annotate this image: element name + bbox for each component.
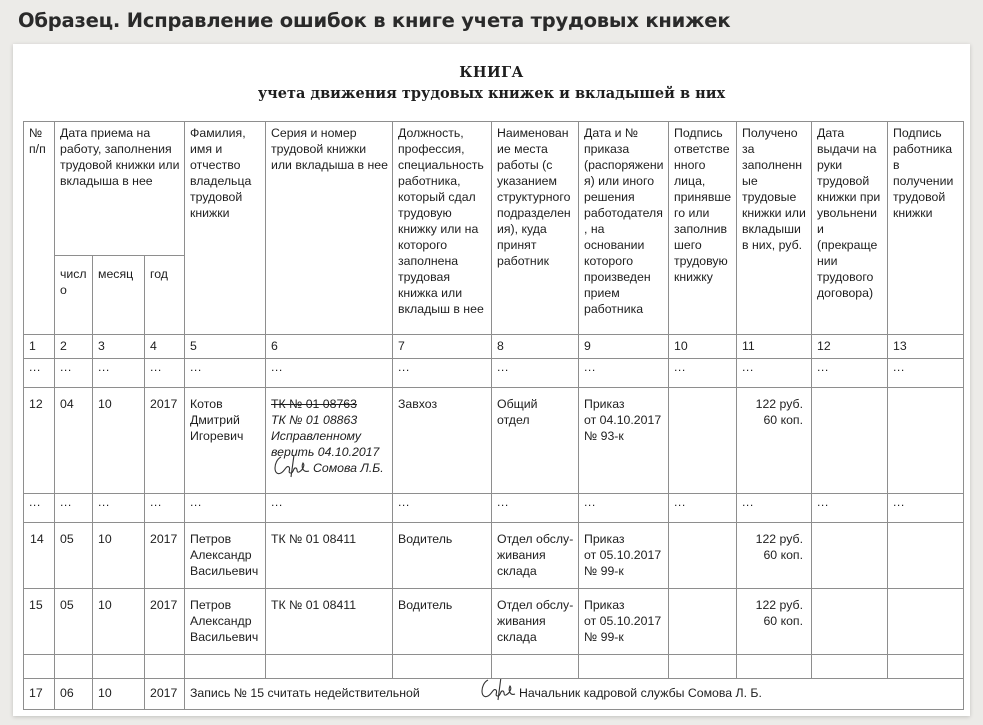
cell-year: 2017: [145, 589, 185, 655]
ellipsis-row: [24, 359, 964, 388]
place-line: склада: [497, 630, 537, 644]
cell-position: Водитель: [393, 523, 492, 589]
ellipsis-cell: ...: [737, 359, 812, 388]
column-number: 10: [669, 335, 737, 359]
header-year: год: [145, 256, 185, 335]
column-number: 9: [579, 335, 669, 359]
blank-cell: [185, 655, 266, 679]
book-title: КНИГА: [459, 64, 524, 81]
cell-month: 10: [93, 523, 145, 589]
cell-month: 10: [93, 388, 145, 494]
name-line: Александр: [190, 614, 252, 628]
ellipsis-cell: ...: [145, 494, 185, 523]
cell-order: [579, 388, 669, 494]
table-row-12: [24, 388, 964, 494]
column-number: 13: [888, 335, 964, 359]
ledger-table: [23, 121, 964, 710]
cell-book-number-corrected: [266, 388, 393, 494]
ellipsis-cell: ...: [24, 359, 55, 388]
cell-no: 17: [24, 679, 55, 710]
place-line: живания: [497, 614, 546, 628]
cell-year: 2017: [145, 388, 185, 494]
cell-order: [579, 523, 669, 589]
ellipsis-cell: ...: [492, 494, 579, 523]
ellipsis-row: [24, 494, 964, 523]
table-row-14: [24, 523, 964, 589]
ellipsis-cell: ...: [888, 359, 964, 388]
place-line: отдел: [497, 413, 530, 427]
name-line: Петров: [190, 532, 232, 546]
cell-no: 12: [24, 388, 55, 494]
correction-note: Исправленному: [271, 429, 361, 443]
ellipsis-cell: ...: [24, 494, 55, 523]
cell-day: 04: [55, 388, 93, 494]
ellipsis-cell: ...: [185, 359, 266, 388]
order-line: от 04.10.2017: [584, 413, 662, 427]
header-row: [24, 122, 964, 256]
order-line: от 05.10.2017: [584, 548, 662, 562]
header-col-4: Серия и номер трудовой книжки или вкладыша в нее: [266, 122, 393, 335]
name-line: Дмитрий: [190, 413, 240, 427]
table-row-15: [24, 589, 964, 655]
column-number: 5: [185, 335, 266, 359]
cell-year: 2017: [145, 679, 185, 710]
blank-cell: [93, 655, 145, 679]
header-col-6: Наименование места работы (с указанием структурного подразделения), куда принят работник: [492, 122, 579, 335]
cell-month: 10: [93, 679, 145, 710]
cell-place: [492, 388, 579, 494]
page-heading: Образец. Исправление ошибок в книге учета трудовых книжек: [18, 9, 731, 32]
cell-day: 06: [55, 679, 93, 710]
ellipsis-cell: ...: [185, 494, 266, 523]
paid-line: 60 коп.: [763, 413, 803, 427]
ellipsis-cell: ...: [579, 359, 669, 388]
order-line: Приказ: [584, 532, 625, 546]
cell-place: [492, 589, 579, 655]
ellipsis-cell: ...: [55, 494, 93, 523]
name-line: Васильевич: [190, 630, 259, 644]
column-number: 4: [145, 335, 185, 359]
order-line: № 99-к: [584, 564, 624, 578]
paid-line: 60 коп.: [763, 548, 803, 562]
ellipsis-cell: ...: [55, 359, 93, 388]
blank-cell: [393, 655, 492, 679]
blank-cell: [888, 655, 964, 679]
header-col-10: Дата выдачи на руки трудовой книжки при увольнении (прекращении трудового договора): [812, 122, 888, 335]
signature-icon: [269, 451, 313, 481]
blank-cell: [669, 655, 737, 679]
order-line: № 93-к: [584, 429, 624, 443]
ellipsis-cell: ...: [393, 359, 492, 388]
name-line: Игоревич: [190, 429, 244, 443]
cell-position: Завхоз: [393, 388, 492, 494]
cell-order: [579, 589, 669, 655]
cell-paid: [737, 388, 812, 494]
place-line: Общий: [497, 397, 538, 411]
name-line: Котов: [190, 397, 223, 411]
column-number: 7: [393, 335, 492, 359]
column-number: 2: [55, 335, 93, 359]
column-number: 6: [266, 335, 393, 359]
blank-cell: [24, 655, 55, 679]
blank-row: [24, 655, 964, 679]
header-col-5: Должность, профессия, специальность работника, который сдал трудовую книжку или на которого заполнена трудовая книжка или вкладыш в нее: [393, 122, 492, 335]
ellipsis-cell: ...: [579, 494, 669, 523]
name-line: Петров: [190, 598, 232, 612]
ellipsis-cell: ...: [737, 494, 812, 523]
name-line: Васильевич: [190, 564, 259, 578]
ellipsis-cell: ...: [669, 494, 737, 523]
cell-no: 15: [24, 589, 55, 655]
cell-paid: [737, 523, 812, 589]
ellipsis-cell: ...: [145, 359, 185, 388]
blank-cell: [579, 655, 669, 679]
ellipsis-cell: ...: [888, 494, 964, 523]
column-number-row: [24, 335, 964, 359]
cell-paid: [737, 589, 812, 655]
column-number: 8: [492, 335, 579, 359]
header-col-9: Получено за заполненные трудовые книжки или вкладыши в них, руб.: [737, 122, 812, 335]
cell-signature: [669, 523, 737, 589]
blank-cell: [737, 655, 812, 679]
header-col-7: Дата и № приказа (распоряжения) или иного решения работодателя, на основании которого произведен прием работника: [579, 122, 669, 335]
blank-cell: [145, 655, 185, 679]
cell-book-number: ТК № 01 08411: [266, 589, 393, 655]
correction-note: верить 04.10.2017: [271, 445, 380, 459]
cell-issue-date: [812, 523, 888, 589]
cell-signature: [669, 388, 737, 494]
place-line: склада: [497, 564, 537, 578]
cell-owner-name: [185, 388, 266, 494]
cell-receipt-signature: [888, 523, 964, 589]
ellipsis-cell: ...: [393, 494, 492, 523]
cell-place: [492, 523, 579, 589]
cell-day: 05: [55, 589, 93, 655]
blank-cell: [266, 655, 393, 679]
cell-issue-date: [812, 388, 888, 494]
header-month: месяц: [93, 256, 145, 335]
ellipsis-cell: ...: [812, 359, 888, 388]
book-subtitle: учета движения трудовых книжек и вкладышей в них: [257, 85, 726, 102]
column-number: 11: [737, 335, 812, 359]
name-line: Александр: [190, 548, 252, 562]
cell-issue-date: [812, 589, 888, 655]
place-line: Отдел обслу-: [497, 598, 574, 612]
cell-book-number: ТК № 01 08411: [266, 523, 393, 589]
correction-signer: Сомова Л.Б.: [313, 461, 384, 475]
blank-cell: [812, 655, 888, 679]
cell-month: 10: [93, 589, 145, 655]
cell-day: 05: [55, 523, 93, 589]
place-line: Отдел обслу-: [497, 532, 574, 546]
column-number: 1: [24, 335, 55, 359]
ellipsis-cell: ...: [492, 359, 579, 388]
header-col-1: № п/п: [24, 122, 55, 335]
paid-line: 122 руб.: [755, 598, 803, 612]
ellipsis-cell: ...: [93, 359, 145, 388]
header-day: число: [55, 256, 93, 335]
order-line: Приказ: [584, 598, 625, 612]
book-number-crossed-out: ТК № 01 08763: [271, 397, 357, 411]
ellipsis-cell: ...: [812, 494, 888, 523]
place-line: живания: [497, 548, 546, 562]
cell-owner-name: [185, 589, 266, 655]
table-row-17: [24, 679, 964, 710]
header-col-8: Подпись ответственного лица, принявшего или заполнившего трудовую книжку: [669, 122, 737, 335]
header-col-2: Дата приема на работу, заполнения трудовой книжки или вкладыша в нее: [55, 122, 185, 256]
cell-receipt-signature: [888, 388, 964, 494]
paid-line: 60 коп.: [763, 614, 803, 628]
cell-invalidation-note: [185, 679, 964, 710]
ellipsis-cell: ...: [93, 494, 145, 523]
signature-icon: [477, 679, 517, 704]
order-line: № 99-к: [584, 630, 624, 644]
ledger-document: [13, 44, 970, 716]
blank-cell: [492, 655, 579, 679]
column-number: 3: [93, 335, 145, 359]
ellipsis-cell: ...: [266, 494, 393, 523]
header-col-3: Фамилия, имя и отчество владельца трудовой книжки: [185, 122, 266, 335]
column-number: 12: [812, 335, 888, 359]
blank-cell: [55, 655, 93, 679]
order-line: Приказ: [584, 397, 625, 411]
paid-line: 122 руб.: [755, 532, 803, 546]
invalidation-text: Запись № 15 считать недействительной: [190, 686, 420, 700]
ellipsis-cell: ...: [266, 359, 393, 388]
cell-no: 14: [24, 523, 55, 589]
cell-position: Водитель: [393, 589, 492, 655]
hr-signoff: Начальник кадровой службы Сомова Л. Б.: [519, 686, 762, 700]
cell-receipt-signature: [888, 589, 964, 655]
book-number-new: ТК № 01 08863: [271, 413, 358, 427]
cell-year: 2017: [145, 523, 185, 589]
paid-line: 122 руб.: [755, 397, 803, 411]
cell-owner-name: [185, 523, 266, 589]
order-line: от 05.10.2017: [584, 614, 662, 628]
ellipsis-cell: ...: [669, 359, 737, 388]
header-col-11: Подпись работника в получении трудовой книжки: [888, 122, 964, 335]
cell-signature: [669, 589, 737, 655]
